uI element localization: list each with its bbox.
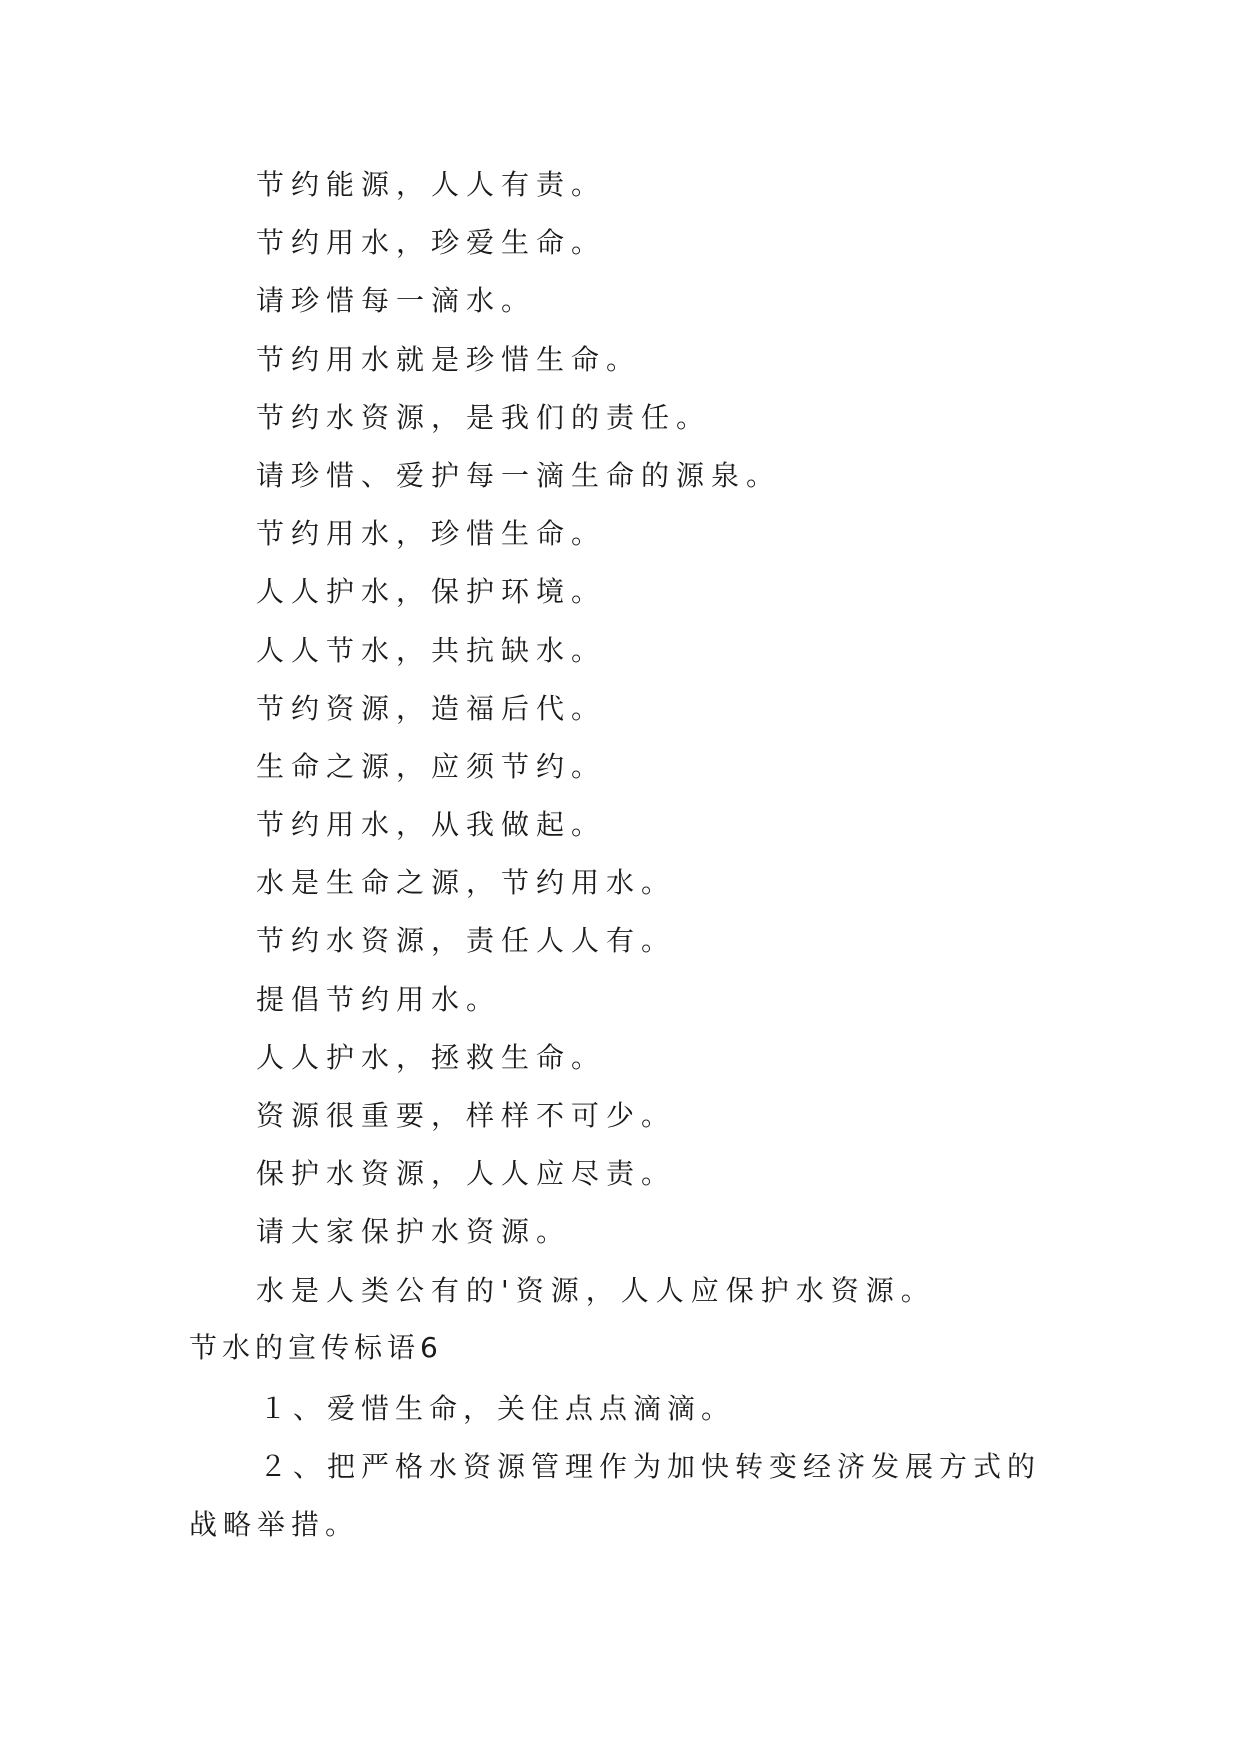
slogan-line: 请珍惜每一滴水。 <box>256 284 537 318</box>
numbered-item: １、爱惜生命，关住点点滴滴。 <box>259 1392 736 1425</box>
slogan-line: 节约能源，人人有责。 <box>256 168 607 201</box>
slogan-line: 人人护水，保护环境。 <box>256 575 607 609</box>
slogan-line: 水是生命之源，节约用水。 <box>256 866 677 900</box>
section-heading: 节水的宣传标语6 <box>189 1331 443 1364</box>
slogan-line: 节约用水就是珍惜生命。 <box>256 342 642 376</box>
slogan-line: 节约水资源，是我们的责任。 <box>256 400 712 434</box>
slogan-line: 请大家保护水资源。 <box>256 1215 572 1249</box>
slogan-line: 人人护水，拯救生命。 <box>256 1040 607 1074</box>
slogan-line: 节约用水，从我做起。 <box>256 808 607 842</box>
slogan-list <box>256 156 936 1320</box>
slogan-line: 人人节水，共抗缺水。 <box>256 633 607 667</box>
slogan-line: 节约用水，珍爱生命。 <box>256 226 607 260</box>
slogan-line: 节约资源，造福后代。 <box>256 691 607 725</box>
slogan-line: 节约用水，珍惜生命。 <box>256 517 607 551</box>
slogan-line: 提倡节约用水。 <box>256 982 502 1016</box>
slogan-line: 生命之源，应须节约。 <box>256 749 607 783</box>
numbered-list <box>189 1380 1069 1554</box>
slogan-line: 节约水资源，责任人人有。 <box>256 924 677 958</box>
slogan-line: 保护水资源，人人应尽责。 <box>256 1157 677 1191</box>
numbered-item: ２、把严格水资源管理作为加快转变经济发展方式的战略举措。 <box>189 1450 1042 1541</box>
slogan-line: 资源很重要，样样不可少。 <box>256 1099 677 1132</box>
slogan-line: 水是人类公有的'资源，人人应保护水资源。 <box>256 1273 936 1307</box>
slogan-line: 请珍惜、爱护每一滴生命的源泉。 <box>256 458 782 492</box>
